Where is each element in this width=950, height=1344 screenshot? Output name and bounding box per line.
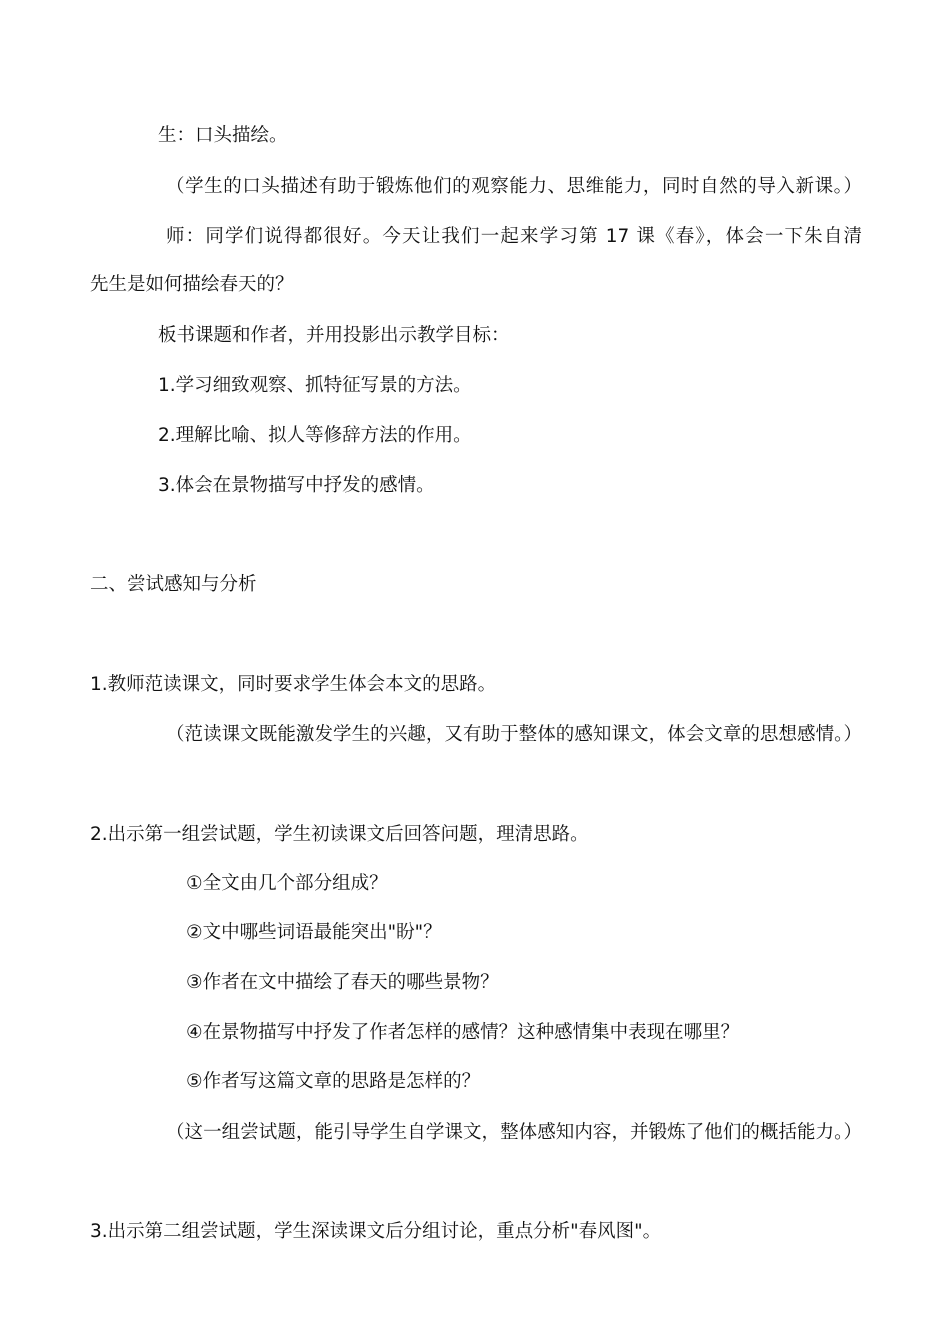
step-1-note-line: （范读课文既能激发学生的兴趣，又有助于整体的感知课文，体会文章的思想感情。）: [166, 724, 862, 745]
objective-item-3: 3.体会在景物描写中抒发的感情。: [158, 475, 435, 496]
objective-item-1: 1.学习细致观察、抓特征写景的方法。: [158, 375, 472, 396]
step-3-line: 3.出示第二组尝试题，学生深读课文后分组讨论，重点分析"春风图"。: [90, 1221, 662, 1242]
student-response-line: 生：口头描绘。: [158, 125, 288, 146]
step-2-line: 2.出示第一组尝试题，学生初读课文后回答问题，理清思路。: [90, 824, 589, 845]
objective-item-2: 2.理解比喻、拟人等修辞方法的作用。: [158, 425, 472, 446]
teacher-speech-continuation: 先生是如何描绘春天的？: [90, 274, 294, 295]
question-3: ③作者在文中描绘了春天的哪些景物？: [186, 972, 499, 993]
teaching-note-line: （学生的口头描述有助于锻炼他们的观察能力、思维能力，同时自然的导入新课。）: [166, 176, 862, 197]
step-2-note-line: （这一组尝试题，能引导学生自学课文，整体感知内容，并锻炼了他们的概括能力。）: [166, 1122, 862, 1143]
question-2: ②文中哪些词语最能突出"盼"？: [186, 922, 442, 943]
blackboard-instruction-line: 板书课题和作者，并用投影出示教学目标：: [158, 325, 510, 346]
step-1-line: 1.教师范读课文，同时要求学生体会本文的思路。: [90, 674, 497, 695]
question-1: ①全文由几个部分组成？: [186, 873, 388, 894]
question-5: ⑤作者写这篇文章的思路是怎样的？: [186, 1071, 481, 1092]
section-heading: 二、尝试感知与分析: [90, 574, 257, 595]
question-4: ④在景物描写中抒发了作者怎样的感情？这种感情集中表现在哪里？: [186, 1022, 740, 1043]
teacher-speech-line: 师：同学们说得都很好。今天让我们一起来学习第 17 课《春》，体会一下朱自清: [166, 226, 862, 247]
